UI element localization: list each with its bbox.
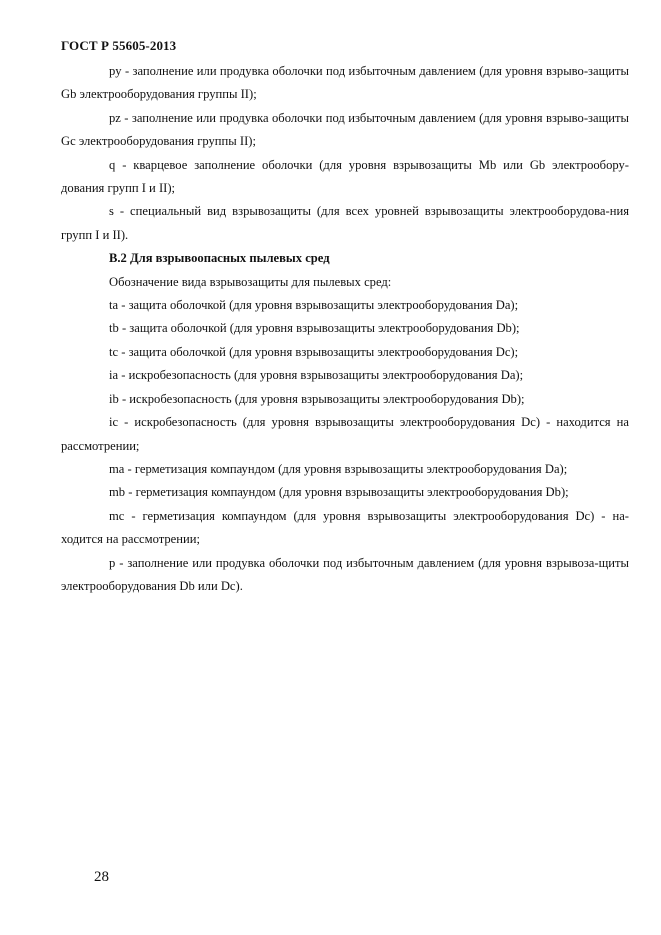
document-body	[61, 60, 629, 598]
document-code-header: ГОСТ Р 55605-2013	[61, 38, 177, 53]
paragraph-ic: ic - искробезопасность (для уровня взрывозащиты электрооборудования Dc) - находится на рассмотрении;	[61, 415, 629, 453]
list-item-ia: ia - искробезопасность (для уровня взрывозащиты электрооборудования Da);	[109, 368, 524, 383]
paragraph-mc: mc - герметизация компаундом (для уровня взрывозащиты электрооборудования Dc) - на-ходится на рассмотрении;	[61, 508, 629, 547]
list-item-ma: ma - герметизация компаундом (для уровня взрывозащиты электрооборудования Da);	[109, 461, 568, 476]
paragraph-pz: pz - заполнение или продувка оболочки под избыточным давлением (для уровня взрыво-защиты Gc электрооборудования группы II);	[61, 110, 629, 149]
section-heading: В.2 Для взрывоопасных пылевых сред	[109, 251, 330, 266]
list-item-tb: tb - защита оболочкой (для уровня взрывозащиты электрооборудования Db);	[109, 321, 520, 336]
list-item-mb: mb - герметизация компаундом (для уровня взрывозащиты электрооборудования Db);	[109, 485, 569, 500]
paragraph-s: s - специальный вид взрывозащиты (для всех уровней взрывозащиты электрооборудова-ния групп I и II).	[61, 204, 629, 242]
section-intro: Обозначение вида взрывозащиты для пылевых сред:	[109, 274, 392, 289]
list-item-tc: tc - защита оболочкой (для уровня взрывозащиты электрооборудования Dc);	[109, 344, 519, 359]
list-item-ta: ta - защита оболочкой (для уровня взрывозащиты электрооборудования Da);	[109, 298, 519, 313]
paragraph-p: p - заполнение или продувка оболочки под избыточным давлением (для уровня взрывоза-щиты электрооборудования Db или Dc).	[61, 555, 629, 593]
paragraph-q: q - кварцевое заполнение оболочки (для уровня взрывозащиты Mb или Gb электрообору-дования групп I и II);	[61, 157, 629, 196]
page-number: 28	[94, 869, 109, 885]
paragraph-py: py - заполнение или продувка оболочки под избыточным давлением (для уровня взрыво-защиты Gb электрооборудования группы II);	[61, 64, 629, 102]
list-item-ib: ib - искробезопасность (для уровня взрывозащиты электрооборудования Db);	[109, 391, 525, 406]
